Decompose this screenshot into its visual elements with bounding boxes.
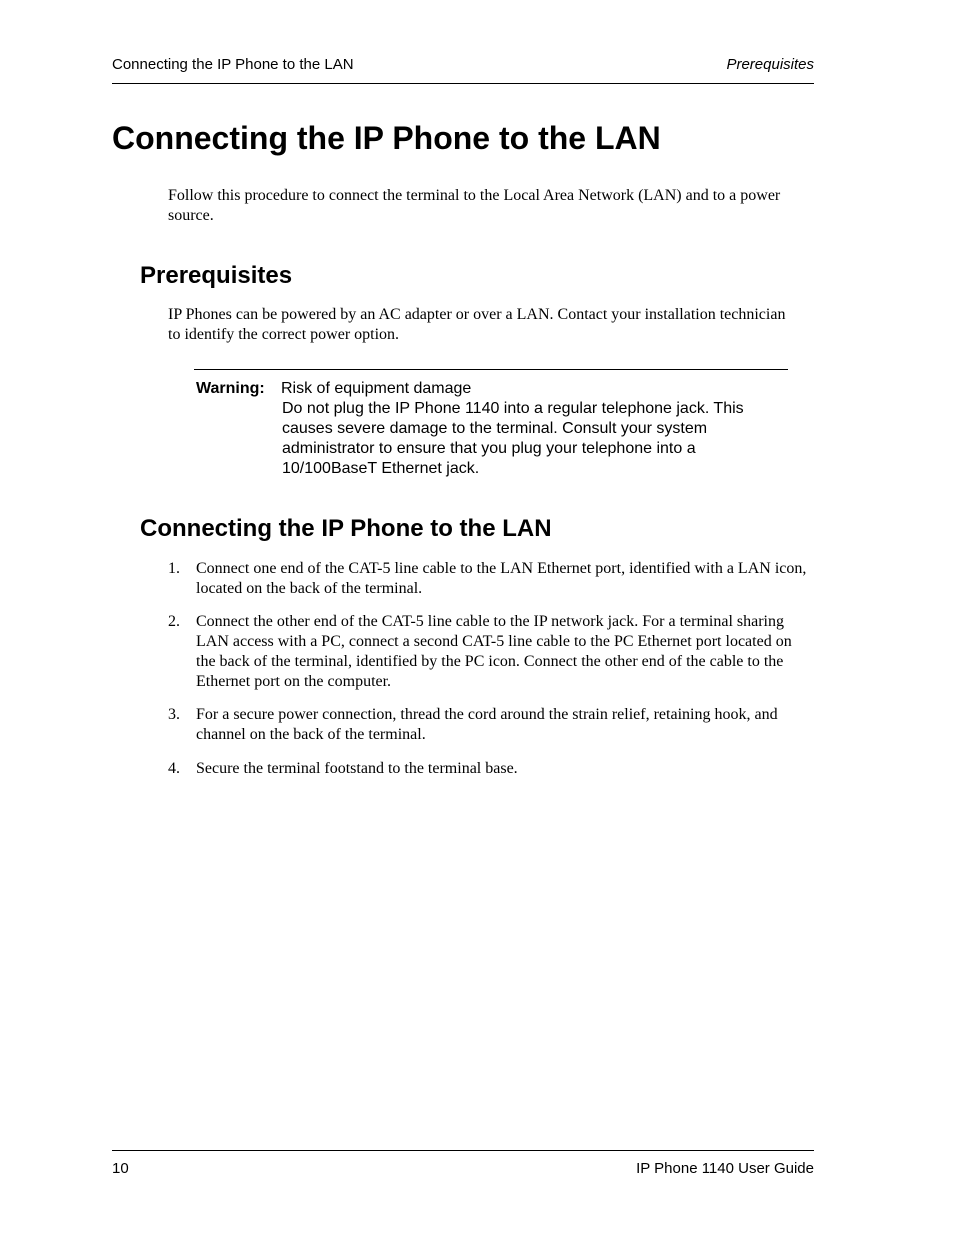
page-number: 10 [112, 1160, 129, 1177]
procedure-step [168, 559, 814, 598]
header-rule [112, 83, 814, 84]
guide-title: IP Phone 1140 User Guide [636, 1160, 814, 1177]
warning-label: Warning: [196, 380, 265, 397]
running-footer [112, 1160, 814, 1180]
step-text: Connect one end of the CAT-5 line cable to the LAN Ethernet port, identified with a LAN icon, located on the back of the terminal. [196, 560, 807, 597]
warning-body: Do not plug the IP Phone 1140 into a regular telephone jack. This causes severe damage to the terminal. Consult your system administrator to ensure that you plug your telephone into a 10/100BaseT Ethernet jack. [282, 400, 744, 477]
prerequisites-heading: Prerequisites [140, 262, 293, 289]
step-number: 3. [168, 706, 180, 724]
step-number: 2. [168, 613, 180, 631]
procedure-step [168, 612, 814, 691]
page-title: Connecting the IP Phone to the LAN [112, 120, 661, 156]
procedure-step [168, 759, 814, 779]
procedure-steps [168, 559, 814, 792]
step-number: 4. [168, 759, 180, 777]
intro-paragraph: Follow this procedure to connect the terminal to the Local Area Network (LAN) and to a power source. [168, 187, 781, 224]
running-header [112, 56, 814, 76]
warning-title: Risk of equipment damage [281, 380, 472, 397]
connecting-heading: Connecting the IP Phone to the LAN [140, 515, 552, 542]
step-text: Connect the other end of the CAT-5 line cable to the IP network jack. For a terminal sharing LAN access with a PC, connect a second CAT-5 line cable to the PC Ethernet port located on the back of the terminal, identified by the PC icon. Connect the other end of the cable to the Ethernet port on the computer. [196, 613, 792, 690]
step-text: Secure the terminal footstand to the terminal base. [196, 759, 518, 777]
footer-rule [112, 1150, 814, 1151]
warning-rule [194, 369, 788, 370]
header-subsection-title: Prerequisites [726, 56, 814, 73]
procedure-step [168, 705, 814, 744]
step-number: 1. [168, 560, 180, 577]
header-section-title: Connecting the IP Phone to the LAN [112, 56, 354, 73]
step-text: For a secure power connection, thread the cord around the strain relief, retaining hook, and channel on the back of the terminal. [196, 706, 778, 743]
prerequisites-paragraph: IP Phones can be powered by an AC adapter or over a LAN. Contact your installation technician to identify the correct power option. [168, 306, 786, 343]
